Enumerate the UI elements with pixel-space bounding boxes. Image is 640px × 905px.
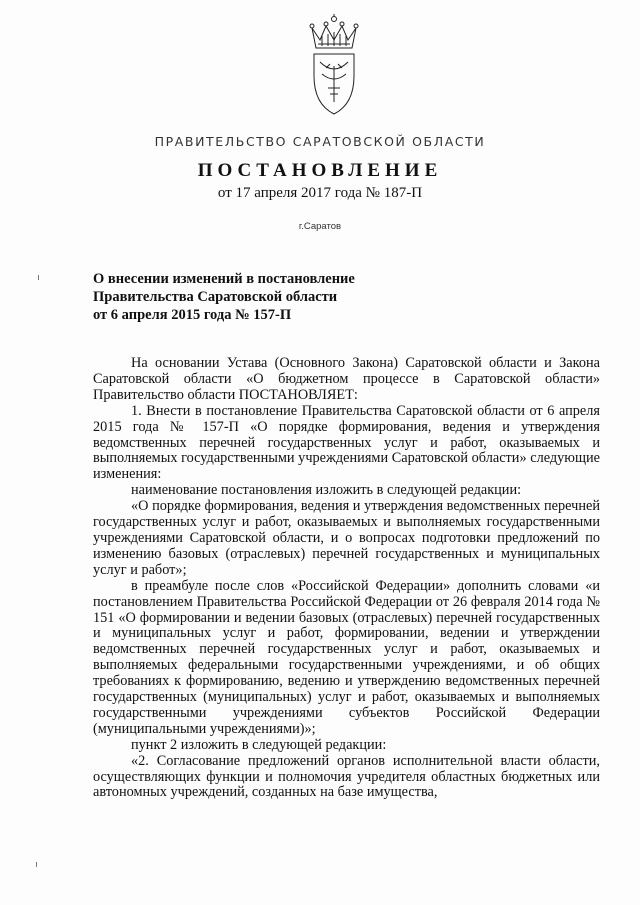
paragraph: пункт 2 изложить в следующей редакции:	[131, 736, 387, 753]
paragraph: «О порядке формирования, ведения и утверждения ведомственных перечней государственных услуг и работ, оказываемых и выполняемых государственными учреждениями Саратовской области, и о вопросах подготовки предложений по изменению базовых (отраслевых) перечней государственных и муниципальных услуг и работ»;	[93, 498, 600, 578]
scan-margin-mark	[36, 862, 37, 867]
document-date-number: от 17 апреля 2017 года № 187-П	[217, 185, 423, 201]
paragraph: 1. Внести в постановление Правительства Саратовской области от 6 апреля 2015 года № 157-П «О порядке формирования, ведения и утверждения ведомственных перечней государственных услуг и работ, оказываемых и выполняемых государственными учреждениями Саратовской области» следующие изменения:	[93, 402, 600, 483]
paragraph: в преамбуле после слов «Российской Федерации» дополнить словами «и постановлением Правительства Российской Федерации от 26 февраля 2014 года № 151 «О формировании и ведении базовых (отраслевых) перечней государственных и муниципальных услуг и работ, формировании, ведении и утверждении ведомственных перечней государственных услуг и работ, оказываемых и выполняемых федеральными государственными учреждениями, и об общих требованиях к формированию, ведению и утверждению ведомственных перечней государственных (муниципальных) услуг и работ, оказываемых и выполняемых государственными учреждениями субъектов Российской Федерации (муниципальными учреждениями)»;	[93, 577, 600, 737]
paragraph: На основании Устава (Основного Закона) Саратовской области и Закона Саратовской области «О бюджетном процессе в Саратовской области» Правительство области ПОСТАНОВЛЯЕТ:	[93, 355, 600, 403]
paragraph: «2. Согласование предложений органов исполнительной власти области, осуществляющих функции и полномочия учредителя областных бюджетных или автономных учреждений, созданных на базе имущества,	[93, 752, 600, 801]
scan-margin-mark	[38, 275, 39, 280]
document-body	[93, 356, 600, 801]
title-line: О внесении изменений в постановление	[93, 271, 355, 287]
paragraph: наименование постановления изложить в следующей редакции:	[131, 482, 522, 499]
document-city: г.Саратов	[298, 221, 342, 232]
document-title	[93, 270, 453, 324]
saratov-coat-of-arms-icon	[306, 14, 362, 118]
document-type: ПОСТАНОВЛЕНИЕ	[197, 160, 443, 181]
title-line: Правительства Саратовской области	[93, 289, 338, 305]
title-line: от 6 апреля 2015 года № 157-П	[93, 307, 292, 323]
government-name: ПРАВИТЕЛЬСТВО САРАТОВСКОЙ ОБЛАСТИ	[154, 134, 486, 149]
